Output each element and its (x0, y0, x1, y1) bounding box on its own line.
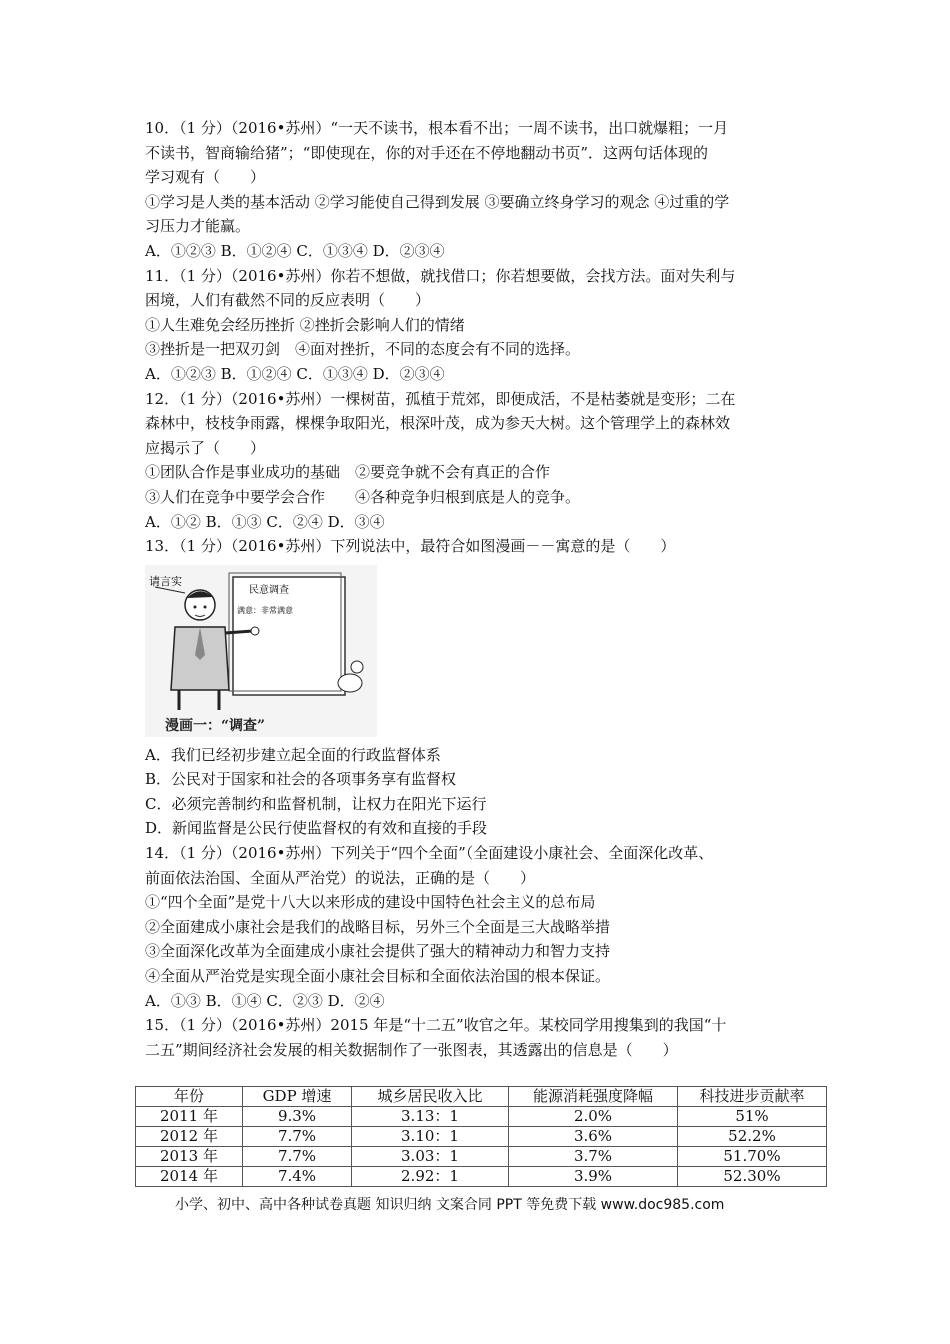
cartoon-caption: 漫画一：“调查” (165, 717, 266, 734)
table-cell: 51% (678, 1107, 827, 1127)
option-line: ①人生难免会经历挫折 ②挫折会影响人们的情绪 (145, 315, 465, 334)
table-cell: 51.70% (678, 1147, 827, 1167)
table-cell: 52.30% (678, 1167, 827, 1187)
table-header: 科技进步贡献率 (678, 1087, 827, 1107)
answer-choices: A．①②③ B．①②④ C．①③④ D．②③④ (145, 241, 445, 260)
table-cell: 2.0% (509, 1107, 678, 1127)
question-stem-line: 10．（1 分）（2016•苏州）“一天不读书，根本看不出；一周不读书，出口就爆粗；一月 (145, 119, 729, 137)
table-cell: 3.6% (509, 1127, 678, 1147)
table-row (136, 1127, 827, 1147)
answer-choices: A．①③ B．①④ C．②③ D．②④ (145, 991, 385, 1010)
table-cell: 7.7% (243, 1127, 352, 1147)
table-cell: 3.10：1 (352, 1127, 509, 1147)
table-cell: 2.92：1 (352, 1167, 509, 1187)
question-stem-line: 学习观有（ ） (145, 168, 266, 187)
cartoon-drawing (145, 565, 377, 737)
option-line: 习压力才能赢。 (145, 217, 251, 236)
question-stem-line: 前面依法治国、全面从严治党）的说法，正确的是（ ） (145, 868, 536, 887)
table-cell: 3.13：1 (352, 1107, 509, 1127)
question-stem-line: 困境，人们有截然不同的反应表明（ ） (145, 291, 431, 310)
question-stem-line: 14．（1 分）（2016•苏州）下列关于“四个全面”（全面建设小康社会、全面深化改革、 (145, 844, 714, 863)
table-row (136, 1107, 827, 1127)
question-10 (145, 116, 805, 264)
table-cell: 3.7% (509, 1147, 678, 1167)
choice-line: B．公民对于国家和社会的各项事务享有监督权 (145, 770, 457, 789)
choice-line: A．我们已经初步建立起全面的行政监督体系 (145, 745, 441, 764)
answer-choices: A．①② B．①③ C．②④ D．③④ (145, 512, 385, 531)
choice-line: D．新闻监督是公民行使监督权的有效和直接的手段 (145, 819, 488, 838)
option-line: ①“四个全面”是党十八大以来形成的建设中国特色社会主义的总布局 (145, 893, 596, 912)
table-cell: 3.03：1 (352, 1147, 509, 1167)
option-line: ③人们在竞争中要学会合作 ④各种竞争归根到底是人的竞争。 (145, 487, 581, 506)
table-row (136, 1167, 827, 1187)
question-15 (145, 1013, 805, 1062)
table-cell: 9.3% (243, 1107, 352, 1127)
page-footer: 小学、初中、高中各种试卷真题 知识归纳 文案合同 PPT 等免费下载 www.doc985.com (175, 1197, 725, 1213)
table-header: 能源消耗强度降幅 (509, 1087, 678, 1107)
question-stem-line: 二五”期间经济社会发展的相关数据制作了一张图表，其透露出的信息是（ ） (145, 1040, 678, 1059)
question-stem-line: 15．（1 分）（2016•苏州）2015 年是“十二五”收官之年。某校同学用搜集到的我国“十 (145, 1016, 727, 1035)
table-cell: 7.4% (243, 1167, 352, 1187)
question-13 (145, 534, 805, 841)
question-stem-line: 11．（1 分）（2016•苏州）你若不想做，就找借口；你若想要做，会找方法。面对失利与 (145, 266, 736, 285)
data-table (135, 1086, 827, 1187)
board-text: 满意：非常满意 (237, 605, 293, 615)
option-line: ③挫折是一把双刃剑 ④面对挫折，不同的态度会有不同的选择。 (145, 340, 581, 359)
table-cell: 2014 年 (136, 1167, 243, 1187)
table-row (136, 1147, 827, 1167)
exam-page (145, 116, 805, 1062)
question-11 (145, 264, 805, 387)
option-line: ②全面建成小康社会是我们的战略目标，另外三个全面是三大战略举措 (145, 917, 611, 936)
question-stem-line: 应揭示了（ ） (145, 438, 266, 457)
answer-choices: A．①②③ B．①②④ C．①③④ D．②③④ (145, 364, 445, 383)
table-cell: 2011 年 (136, 1107, 243, 1127)
table-cell: 2012 年 (136, 1127, 243, 1147)
question-stem-line: 不读书，智商输给猪”；“即使现在，你的对手还在不停地翻动书页”．这两句话体现的 (145, 143, 709, 162)
board-title: 民意调查 (249, 584, 289, 596)
table-header: GDP 增速 (243, 1087, 352, 1107)
table-header: 年份 (136, 1087, 243, 1107)
cartoon-image (145, 565, 377, 737)
option-line: ①学习是人类的基本活动 ②学习能使自己得到发展 ③要确立终身学习的观念 ④过重的学 (145, 192, 730, 211)
option-line: ①团队合作是事业成功的基础 ②要竞争就不会有真正的合作 (145, 463, 551, 482)
table-cell: 2013 年 (136, 1147, 243, 1167)
question-12 (145, 387, 805, 535)
question-stem-line: 13．（1 分）（2016•苏州）下列说法中，最符合如图漫画－－寓意的是（ ） (145, 537, 676, 556)
option-line: ③全面深化改革为全面建成小康社会提供了强大的精神动力和智力支持 (145, 942, 611, 961)
question-stem-line: 12．（1 分）（2016•苏州）一棵树苗，孤植于荒郊，即便成活，不是枯萎就是变形；二在 (145, 389, 736, 408)
table-header: 城乡居民收入比 (352, 1087, 509, 1107)
option-line: ④全面从严治党是实现全面小康社会目标和全面依法治国的根本保证。 (145, 967, 611, 986)
table-header-row (136, 1087, 827, 1107)
choice-line: C．必须完善制约和监督机制，让权力在阳光下运行 (145, 794, 487, 813)
table-cell: 7.7% (243, 1147, 352, 1167)
table-cell: 3.9% (509, 1167, 678, 1187)
table-cell: 52.2% (678, 1127, 827, 1147)
question-stem-line: 森林中，枝枝争雨露，棵棵争取阳光，根深叶茂，成为参天大树。这个管理学上的森林效 (145, 414, 731, 433)
speech-text: 请言实 (149, 574, 182, 588)
question-14 (145, 841, 805, 1013)
